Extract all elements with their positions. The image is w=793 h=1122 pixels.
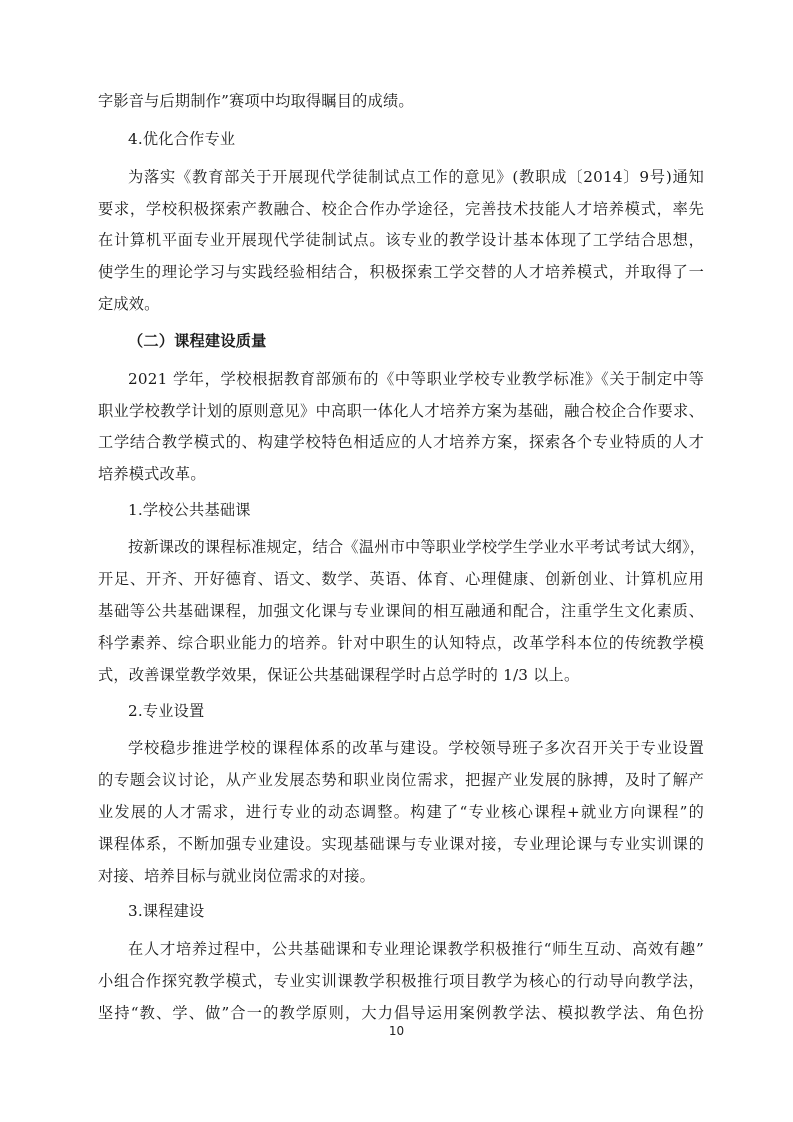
page-number: 10 (388, 1024, 405, 1038)
paragraph-line: 业发展的人才需求，进行专业的动态调整。构建了“专业核心课程+就业方向课程”的 (98, 803, 704, 821)
subheading-course-construction: 3.课程建设 (128, 902, 205, 920)
paragraph-line: 字影音与后期制作”赛项中均取得瞩目的成绩。 (98, 92, 414, 110)
subheading-public-courses: 1.学校公共基础课 (128, 501, 251, 519)
paragraph-line: 小组合作探究教学模式，专业实训课教学积极推行项目教学为核心的行动导向教学法， (98, 972, 704, 990)
paragraph-line: 按新课改的课程标准规定，结合《温州市中等职业学校学生学业水平考试考试大纲》， (128, 538, 706, 556)
paragraph-line: 开足、开齐、开好德育、语文、数学、英语、体育、心理健康、创新创业、计算机应用 (98, 570, 704, 588)
paragraph-line: 坚持“教、学、做”合一的教学原则，大力倡导运用案例教学法、模拟教学法、角色扮 (98, 1004, 704, 1022)
subheading-optimize-cooperation: 4.优化合作专业 (128, 130, 236, 148)
paragraph-line: 为落实《教育部关于开展现代学徒制试点工作的意见》(教职成〔2014〕9号)通知 (128, 168, 704, 186)
paragraph-line: 科学素养、综合职业能力的培养。针对中职生的认知特点，改革学科本位的传统教学模 (98, 634, 704, 652)
paragraph-line: 在计算机平面专业开展现代学徒制试点。该专业的教学设计基本体现了工学结合思想， (98, 231, 704, 249)
subheading-major-setting: 2.专业设置 (128, 702, 205, 720)
paragraph-line: 要求，学校积极探索产教融合、校企合作办学途径，完善技术技能人才培养模式，率先 (98, 200, 704, 218)
section-heading-course-quality: （二）课程建设质量 (128, 332, 267, 350)
paragraph-line: 课程体系，不断加强专业建设。实现基础课与专业课对接，专业理论课与专业实训课的 (98, 835, 704, 853)
paragraph-line: 工学结合教学模式的、构建学校特色相适应的人才培养方案，探索各个专业特质的人才 (98, 433, 704, 451)
paragraph-line: 培养模式改革。 (98, 465, 206, 483)
paragraph-line: 的专题会议讨论，从产业发展态势和职业岗位需求，把握产业发展的脉搏，及时了解产 (98, 771, 704, 789)
paragraph-line: 式，改善课堂教学效果，保证公共基础课程学时占总学时的 1/3 以上。 (98, 666, 580, 684)
paragraph-line: 定成效。 (98, 295, 160, 313)
paragraph-line: 职业学校教学计划的原则意见》中高职一体化人才培养方案为基础，融合校企合作要求、 (98, 402, 704, 420)
paragraph-line: 在人才培养过程中，公共基础课和专业理论课教学积极推行“师生互动、高效有趣” (128, 940, 704, 958)
paragraph-line: 基础等公共基础课程，加强文化课与专业课间的相互融通和配合，注重学生文化素质、 (98, 602, 704, 620)
paragraph-line: 学校稳步推进学校的课程体系的改革与建设。学校领导班子多次召开关于专业设置 (128, 739, 704, 757)
paragraph-line: 使学生的理论学习与实践经验相结合，积极探索工学交替的人才培养模式，并取得了一 (98, 263, 704, 281)
paragraph-line: 对接、培养目标与就业岗位需求的对接。 (98, 867, 375, 885)
paragraph-line: 2021 学年，学校根据教育部颁布的《中等职业学校专业教学标准》《关于制定中等 (128, 370, 704, 388)
